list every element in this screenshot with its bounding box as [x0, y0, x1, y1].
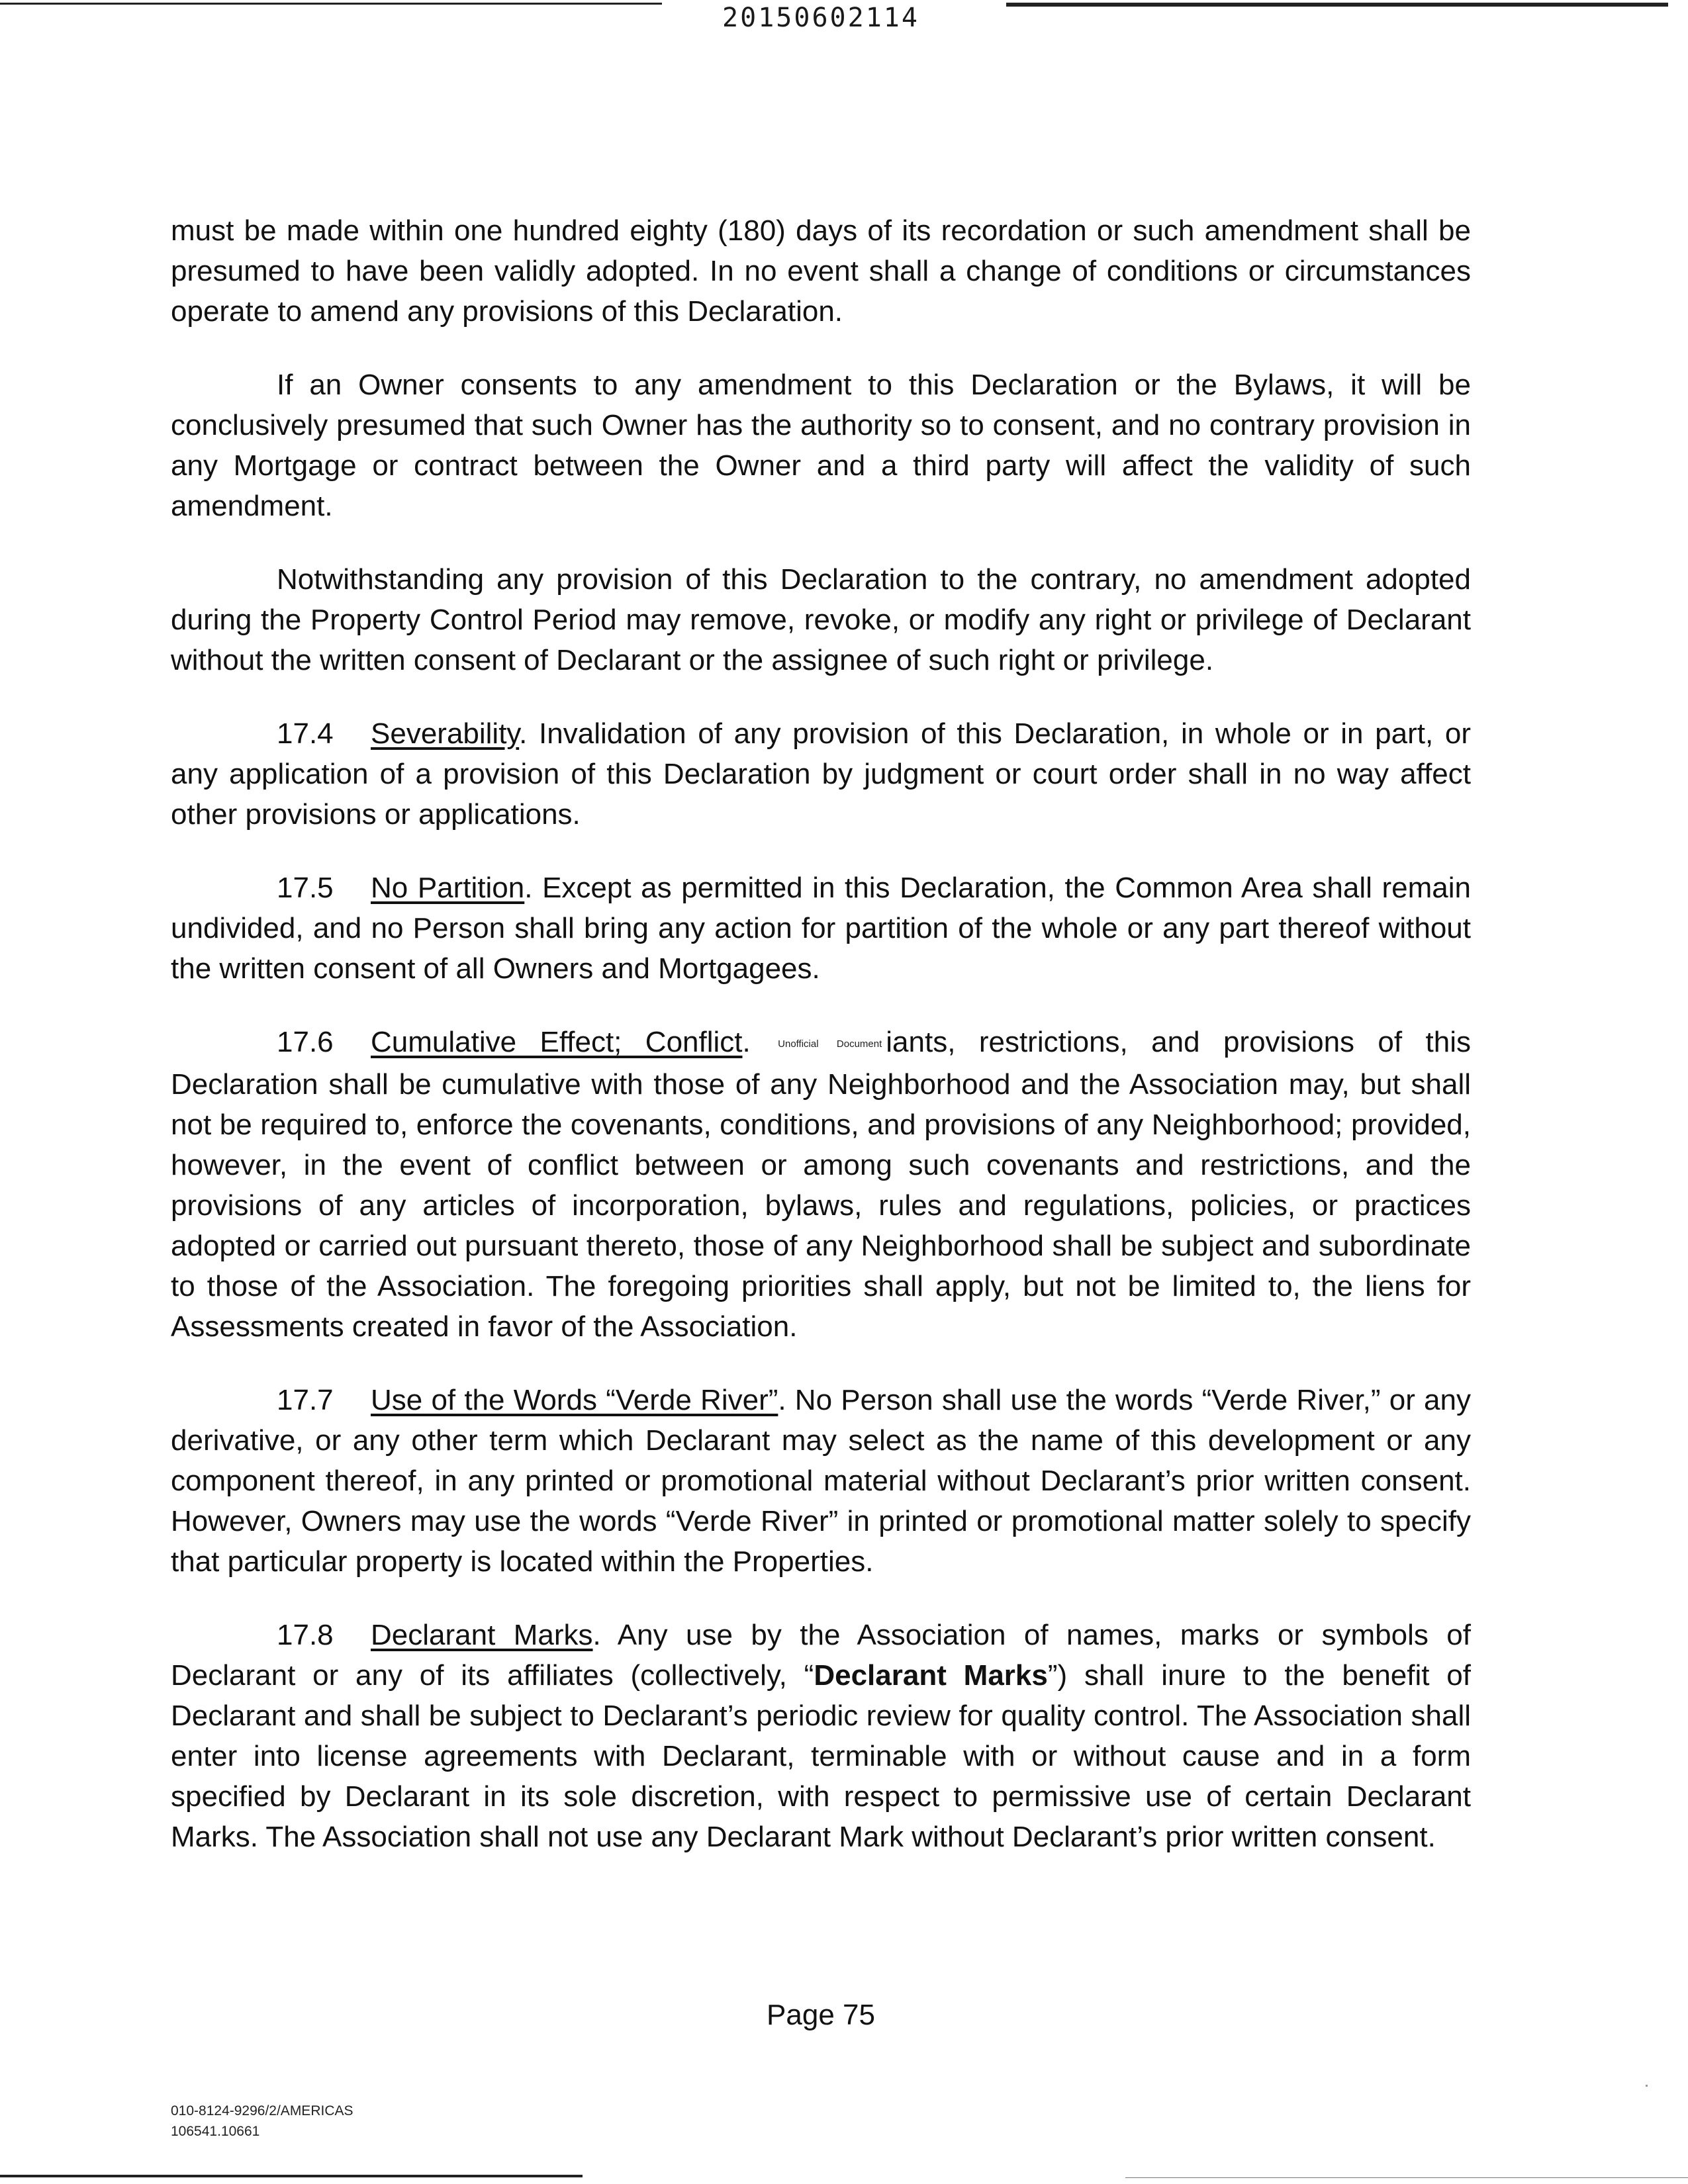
- unofficial-document-stamp: Unofficial Document: [778, 1038, 882, 1050]
- paragraph-amendment-challenge: must be made within one hundred eighty (180) days of its recordation or such amendment shall be presumed to have been validly adopted. In no event shall a change of conditions or circumstances operate to amend any provisions of this Declaration.: [171, 214, 1471, 328]
- footer-ref-line-2: 106541.10661: [171, 2124, 260, 2139]
- footer-ref-line-1: 010-8124-9296/2/AMERICAS: [171, 2103, 353, 2118]
- section-title: Cumulative Effect; Conflict: [371, 1026, 743, 1058]
- section-title: Use of the Words “Verde River”: [371, 1383, 778, 1416]
- section-17-5: [171, 868, 1471, 989]
- page-number: Page 75: [767, 1999, 875, 2031]
- bottom-rule: [0, 2175, 583, 2177]
- recording-number: 20150602114: [722, 3, 919, 33]
- section-number: 17.4: [277, 717, 334, 750]
- section-text: . Invalidation of any provision of this Declaration, in whole or in part, or any application of a provision of this Declaration by judgment or court order shall in no way affect other provisions or applications.: [171, 717, 1471, 831]
- section-17-6: [171, 1022, 1471, 1347]
- paragraph-owner-consent: If an Owner consents to any amendment to this Declaration or the Bylaws, it will be conclusively presumed that such Owner has the authority so to consent, and no contrary provision in any Mortgage or contract between the Owner and a third party will affect the validity of such amendment.: [171, 369, 1471, 522]
- section-number: 17.7: [277, 1383, 334, 1416]
- paragraph-declarant-rights: Notwithstanding any provision of this Declaration to the contrary, no amendment adopted during the Property Control Period may remove, revoke, or modify any right or privilege of Declarant without the written consent of Declarant or the assignee of such right or privilege.: [171, 563, 1471, 676]
- defined-term: Declarant Marks: [814, 1659, 1048, 1692]
- section-text-lead: .: [742, 1026, 774, 1058]
- document-body: [171, 210, 1471, 1890]
- footer-reference: [171, 2101, 353, 2142]
- bottom-rule-right: [1125, 2177, 1688, 2178]
- section-text: . No Person shall use the words “Verde River,” or any derivative, or any other term which Declarant may select as the name of this development or any component thereof, in any printed or promotional material without Declarant’s prior written consent. However, Owners may use the words “Verde River” in printed or promotional matter solely to specify that particular property is located within the Properties.: [171, 1383, 1471, 1578]
- section-title: No Partition: [371, 872, 525, 904]
- section-text-b: ”) shall inure to the benefit of Declarant and shall be subject to Declarant’s periodic review for quality control. The Association shall enter into license agreements with Declarant, terminable with or without cause and in a form specified by Declarant in its sole discretion, with respect to permissive use of certain Declarant Marks. The Association shall not use any Declarant Mark without Declarant’s prior written consent.: [171, 1659, 1471, 1853]
- section-title: Declarant Marks: [371, 1618, 593, 1651]
- section-number: 17.5: [277, 872, 334, 904]
- scan-speck: [1646, 2085, 1648, 2087]
- section-text: . Except as permitted in this Declaration, the Common Area shall remain undivided, and no Person shall bring any action for partition of the whole or any part thereof without the written consent of all Owners and Mortgagees.: [171, 872, 1471, 985]
- section-number: 17.8: [277, 1618, 334, 1651]
- section-title: Severability: [371, 717, 520, 750]
- section-text-a: . Any use by the Association of names, marks or symbols of Declarant or any of its affiliates (collectively, “: [171, 1618, 1471, 1692]
- section-17-4: [171, 713, 1471, 835]
- section-17-8: [171, 1615, 1471, 1857]
- section-number: 17.6: [277, 1026, 334, 1058]
- section-17-7: [171, 1380, 1471, 1582]
- section-text: iants, restrictions, and provisions of this Declaration shall be cumulative with those of any Neighborhood and the Association may, but shall not be required to, enforce the covenants, conditions, and provisions of any Neighborhood; provided, however, in the event of conflict between or among such covenants and restrictions, and the provisions of any articles of incorporation, bylaws, rules and regulations, policies, or practices adopted or carried out pursuant thereto, those of any Neighborhood shall be subject and subordinate to those of the Association. The foregoing priorities shall apply, but not be limited to, the liens for Assessments created in favor of the Association.: [171, 1026, 1471, 1343]
